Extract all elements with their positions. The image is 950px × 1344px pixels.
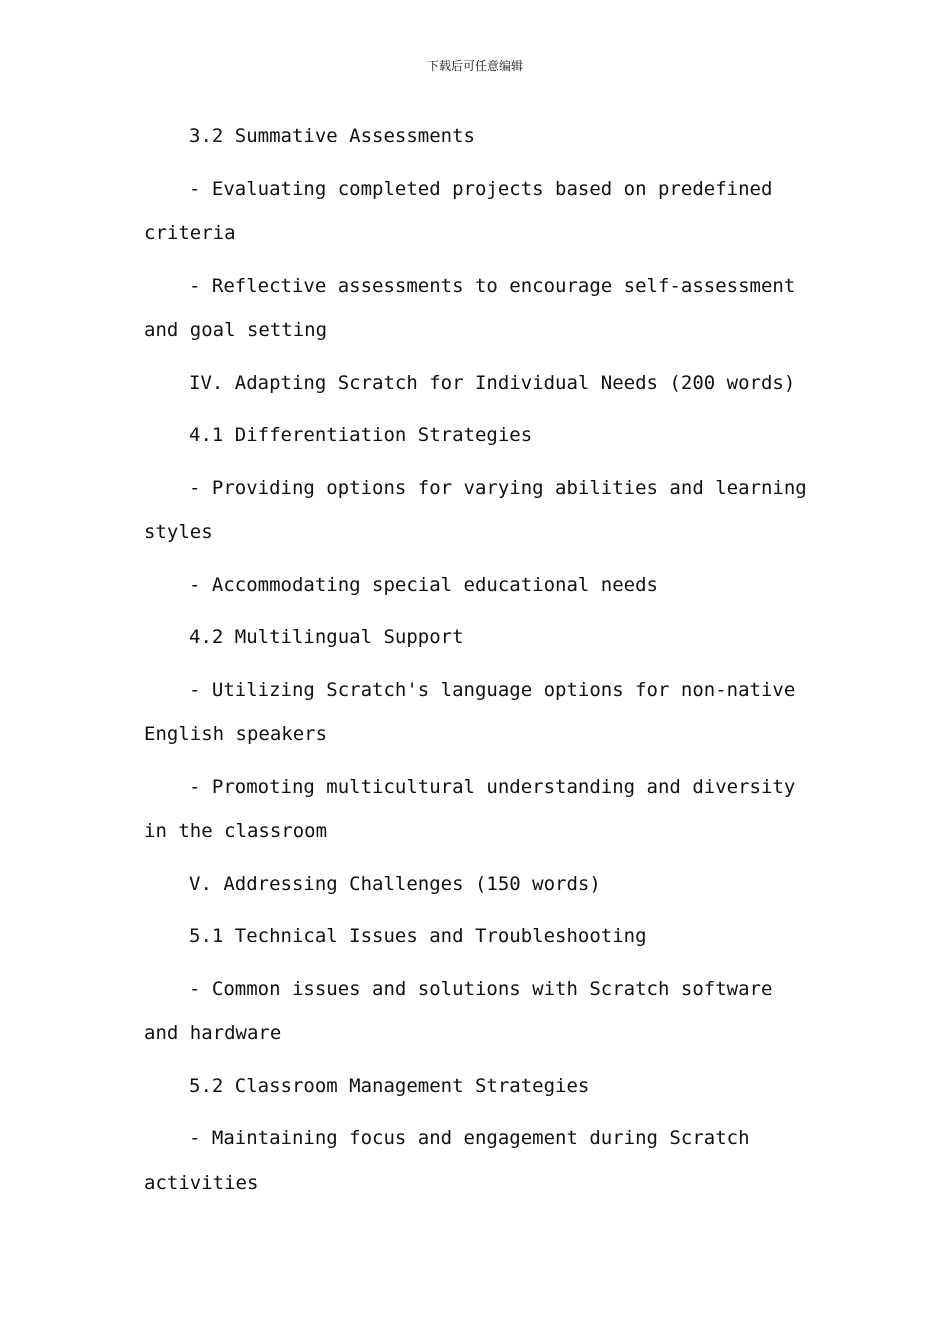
page-header: 下载后可任意编辑 bbox=[426, 59, 523, 73]
bullet-item: - Promoting multicultural understanding and diversity in the classroom bbox=[144, 775, 796, 842]
section-heading: 5.2 Classroom Management Strategies bbox=[189, 1074, 590, 1097]
section-heading: 5.1 Technical Issues and Troubleshooting bbox=[189, 925, 647, 947]
bullet-item: - Maintaining focus and engagement during Scratch activities bbox=[144, 1127, 750, 1194]
bullet-item: - Common issues and solutions with Scratch software and hardware bbox=[144, 977, 773, 1044]
bullet-item: - Evaluating completed projects based on predefined criteria bbox=[144, 177, 773, 244]
bullet-item: - Accommodating special educational needs bbox=[189, 573, 658, 596]
bullet-item: - Reflective assessments to encourage self-assessment and goal setting bbox=[144, 274, 796, 341]
chapter-heading: V. Addressing Challenges (150 words) bbox=[189, 872, 601, 895]
section-heading: 4.1 Differentiation Strategies bbox=[189, 424, 533, 446]
chapter-heading: IV. Adapting Scratch for Individual Needs (200 words) bbox=[189, 371, 796, 394]
bullet-item: - Providing options for varying abilities and learning styles bbox=[144, 476, 807, 543]
bullet-item: - Utilizing Scratch's language options for non-native English speakers bbox=[144, 678, 796, 745]
section-heading: 3.2 Summative Assessments bbox=[189, 125, 475, 147]
section-heading: 4.2 Multilingual Support bbox=[189, 626, 464, 648]
document-body bbox=[144, 114, 814, 1213]
